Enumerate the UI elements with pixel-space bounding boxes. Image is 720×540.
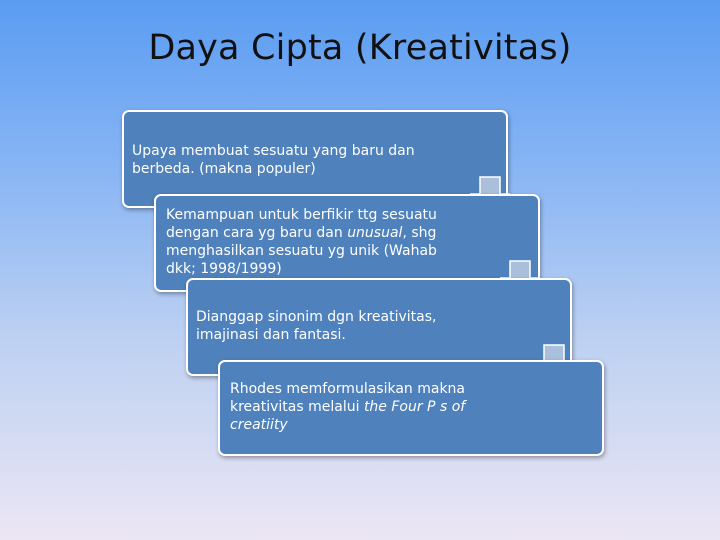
process-step-2-text-italic: unusual: [347, 225, 403, 241]
process-step-3-text: Dianggap sinonim dgn kreativitas, imajinasi dan fantasi.: [196, 309, 437, 343]
process-step-1-text: Upaya membuat sesuatu yang baru dan berbeda. (makna populer): [132, 143, 415, 177]
process-step-4: [218, 360, 604, 456]
process-step-2-text: [166, 206, 456, 278]
process-step-4-text-italic: the Four P s of creatiity: [230, 399, 466, 433]
process-step-4-text: [230, 380, 490, 434]
process-step-2-text-a: Kemampuan untuk berfikir ttg sesuatu dengan cara yg baru dan: [166, 207, 437, 241]
process-step-4-text-a: Rhodes memformulasikan makna kreativitas melalui: [230, 381, 466, 415]
slide-title: Daya Cipta (Kreativitas): [148, 28, 572, 68]
process-step-2-text-b: , shg menghasilkan sesuatu yg unik (Wahab dkk; 1998/1999): [166, 225, 437, 277]
